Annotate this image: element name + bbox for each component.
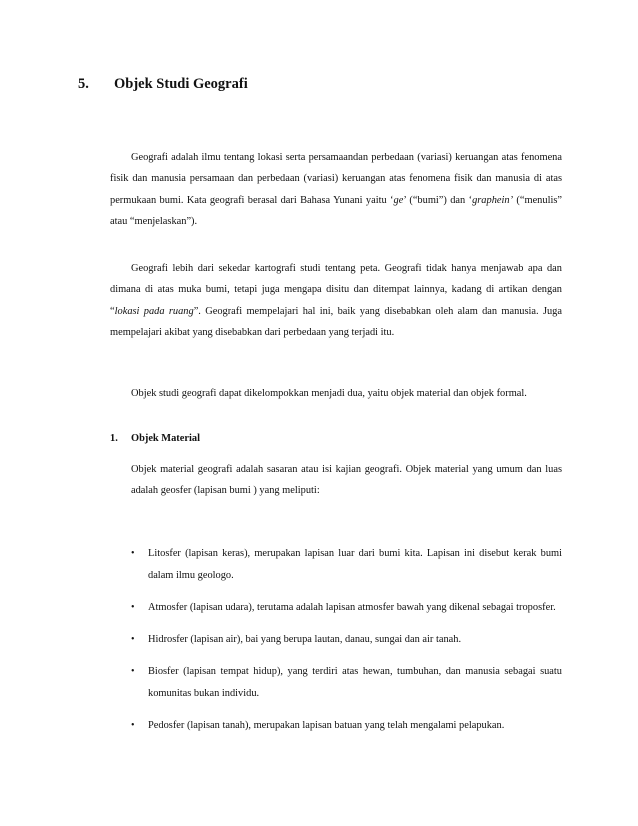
geosphere-list [131, 543, 562, 747]
italic-term-lokasi: lokasi pada ruang [114, 305, 194, 317]
paragraph-text: ’ (“bumi”) dan ‘ [403, 194, 473, 206]
list-item [131, 661, 562, 705]
paragraph-text: Geografi adalah ilmu tentang lokasi serta persamaandan perbedaan (variasi) keruangan atas fenomena fisik dan manusia persamaan dan perbedaan (variasi) keruangan atas fenomena fisik dan manusia di atas permukaan bumi. Kata geografi berasal dari Bahasa Yunani yaitu ‘ [110, 152, 562, 206]
bullet-icon: • [131, 666, 135, 677]
paragraph-cartography [110, 258, 562, 344]
list-item-text: Biosfer (lapisan tempat hidup), yang terdiri atas hewan, tumbuhan, dan manusia sebagai suatu komunitas bukan individu. [148, 666, 562, 699]
subsection-title: Objek Material [131, 433, 200, 444]
bullet-icon: • [131, 548, 135, 559]
subsection-intro: Objek material geografi adalah sasaran atau isi kajian geografi. Objek material yang umum dan luas adalah geosfer (lapisan bumi ) yang meliputi: [131, 464, 562, 497]
bullet-icon: • [131, 720, 135, 731]
list-item [131, 597, 562, 619]
section-title: Objek Studi Geografi [114, 76, 248, 92]
list-item [131, 629, 562, 651]
list-item-text: Litosfer (lapisan keras), merupakan lapisan luar dari bumi kita. Lapisan ini disebut kerak bumi dalam ilmu geologo. [148, 548, 562, 581]
paragraph-text: ”. Geografi mempelajari hal ini, baik yang disebabkan oleh alam dan manusia. Juga mempelajari akibat yang disebabkan dari perbedaan yang terjadi itu. [110, 305, 562, 339]
bullet-icon: • [131, 602, 135, 613]
list-item-text: Atmosfer (lapisan udara), terutama adalah lapisan atmosfer bawah yang dikenal sebagai troposfer. [148, 602, 556, 613]
paragraph-text: (“menulis” atau “menjelaskan”). [110, 194, 562, 228]
bullet-icon: • [131, 634, 135, 645]
paragraph-object-groups: Objek studi geografi dapat dikelompokkan menjadi dua, yaitu objek material dan objek formal. [131, 388, 527, 399]
subsection-number: 1. [110, 433, 118, 444]
list-item-text: Pedosfer (lapisan tanah), merupakan lapisan batuan yang telah mengalami pelapukan. [148, 720, 505, 731]
section-number: 5. [78, 76, 89, 92]
italic-term-ge: ge [393, 194, 404, 206]
paragraph-definition [110, 147, 562, 233]
list-item [131, 715, 562, 737]
subsection-heading [110, 433, 200, 444]
section-heading [78, 76, 248, 93]
list-item [131, 543, 562, 587]
italic-term-graphein: graphein’ [472, 194, 514, 206]
list-item-text: Hidrosfer (lapisan air), bai yang berupa lautan, danau, sungai dan air tanah. [148, 634, 462, 645]
paragraph-text: Geografi lebih dari sekedar kartografi studi tentang peta. Geografi tidak hanya menjawab apa dan dimana di atas muka bumi, tetapi juga mengapa disitu dan ditempat lainnya, kadang di artikan dengan “ [110, 263, 562, 317]
